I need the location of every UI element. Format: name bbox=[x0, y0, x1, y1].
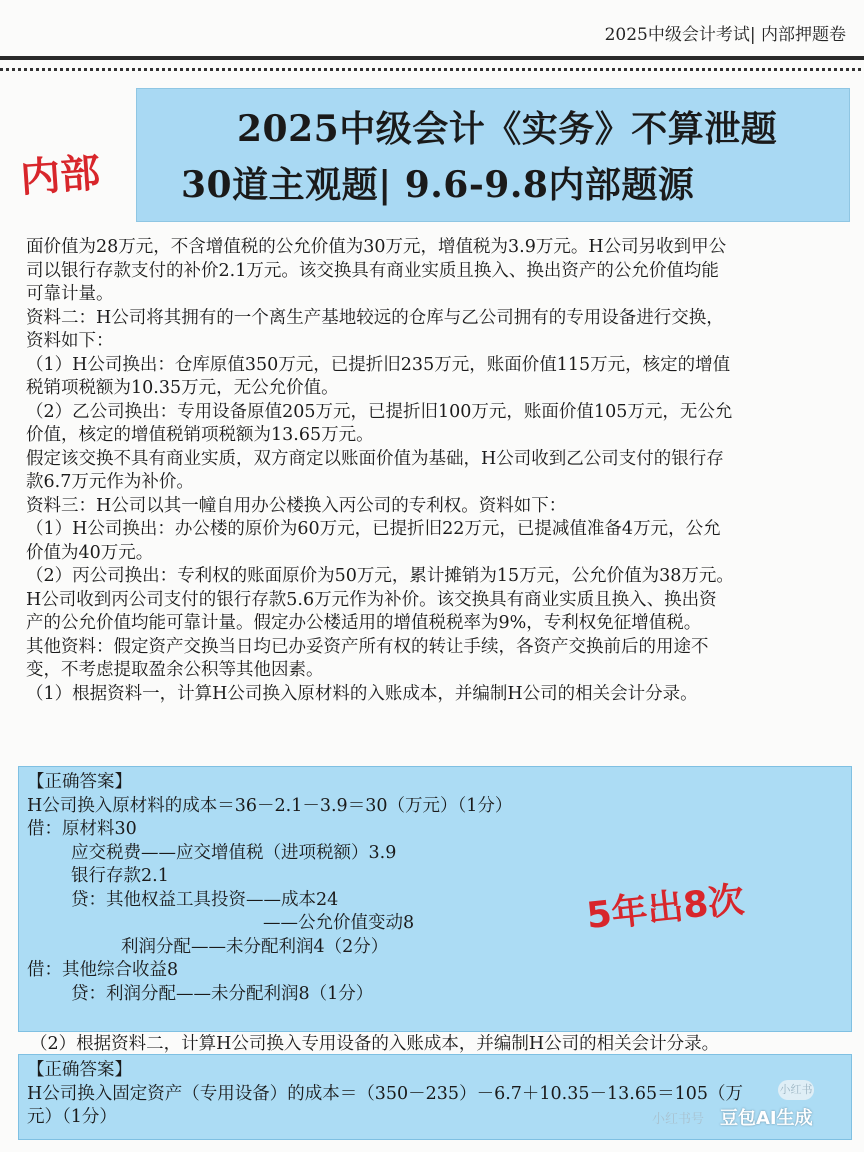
question-body bbox=[26, 236, 846, 706]
body-line: 变，不考虑提取盈余公积等其他因素。 bbox=[26, 660, 324, 680]
watermark-ai: 豆包AI生成 bbox=[720, 1108, 813, 1129]
question-2: （2）根据资料二，计算H公司换入专用设备的入账成本，并编制H公司的相关会计分录。 bbox=[30, 1034, 720, 1054]
header-dashed-rule bbox=[0, 68, 864, 71]
answer-line: 银行存款2.1 bbox=[71, 866, 169, 886]
answer-line: 利润分配——未分配利润4（2分） bbox=[121, 936, 389, 957]
answer-line: ——公允价值变动8 bbox=[263, 913, 415, 933]
answer-label: 【正确答案】 bbox=[27, 1060, 132, 1080]
body-line: 面价值为28万元，不含增值税的公允价值为30万元，增值税为3.9万元。H公司另收到甲公 bbox=[26, 237, 727, 257]
body-line: 款6.7万元作为补价。 bbox=[26, 472, 194, 492]
body-line: 产的公允价值均能可靠计量。假定办公楼适用的增值税税率为9%，专利权免征增值税。 bbox=[26, 613, 702, 633]
body-line: （2）丙公司换出：专利权的账面原价为50万元，累计摊销为15万元，公允价值为38万元。 bbox=[26, 566, 734, 586]
handwritten-stamp: 内部 bbox=[18, 150, 102, 202]
body-line: 资料如下： bbox=[26, 331, 114, 351]
body-line: 司以银行存款支付的补价2.1万元。该交换具有商业实质且换入、换出资产的公允价值均能 bbox=[26, 260, 719, 281]
body-line: 价值，核定的增值税销项税额为13.65万元。 bbox=[26, 425, 374, 445]
answer-line: H公司换入原材料的成本＝36－2.1－3.9＝30（万元）（1分） bbox=[27, 795, 513, 816]
body-line: 假定该交换不具有商业实质，双方商定以账面价值为基础，H公司收到乙公司支付的银行存 bbox=[26, 448, 724, 469]
answer-line: 贷：利润分配——未分配利润8（1分） bbox=[71, 983, 374, 1004]
body-line: （2）乙公司换出：专用设备原值205万元，已提折旧100万元，账面价值105万元，无公允 bbox=[26, 401, 733, 422]
body-line: H公司收到丙公司支付的银行存款5.6万元作为补价。该交换具有商业实质且换入、换出资 bbox=[26, 589, 717, 610]
title-banner bbox=[136, 88, 850, 222]
answer-line: 贷：其他权益工具投资——成本24 bbox=[71, 889, 339, 910]
answer-line: 借：其他综合收益8 bbox=[27, 960, 179, 980]
header-title: 2025中级会计考试| 内部押题卷 bbox=[604, 25, 846, 45]
answer-line: 应交税费——应交增值税（进项税额）3.9 bbox=[71, 842, 397, 863]
body-line: 税销项税额为10.35万元，无公允价值。 bbox=[26, 378, 339, 398]
body-line: 资料二：H公司将其拥有的一个离生产基地较远的仓库与乙公司拥有的专用设备进行交换， bbox=[26, 307, 724, 328]
body-line: （1）H公司换出：办公楼的原价为60万元，已提折旧22万元，已提减值准备4万元，公允 bbox=[26, 519, 721, 539]
title-line-2: 30道主观题| 9.6-9.8内部题源 bbox=[181, 164, 695, 206]
header-rule bbox=[0, 56, 864, 60]
body-line: 可靠计量。 bbox=[26, 284, 114, 304]
body-line: 资料三：H公司以其一幢自用办公楼换入丙公司的专利权。资料如下： bbox=[26, 495, 567, 516]
title-line-1: 2025中级会计《实务》不算泄题 bbox=[237, 108, 778, 150]
answer-label: 【正确答案】 bbox=[27, 772, 132, 792]
handwritten-note: 5年出8次 bbox=[584, 879, 747, 938]
watermark-badge: 小红书 bbox=[778, 1080, 814, 1100]
watermark-xhs: 小红书号 bbox=[652, 1112, 705, 1127]
body-line: （1）根据资料一，计算H公司换入原材料的入账成本，并编制H公司的相关会计分录。 bbox=[26, 683, 698, 704]
body-line: 其他资料：假定资产交换当日均已办妥资产所有权的转让手续，各资产交换前后的用途不 bbox=[26, 636, 709, 657]
body-line: 价值为40万元。 bbox=[26, 542, 154, 563]
answer-line: H公司换入固定资产（专用设备）的成本＝（350－235）－6.7＋10.35－13.65＝105（万 bbox=[27, 1083, 743, 1104]
body-line: （1）H公司换出：仓库原值350万元，已提折旧235万元，账面价值115万元，核定的增值 bbox=[26, 354, 731, 375]
answer-line: 借：原材料30 bbox=[27, 819, 137, 839]
answer-line: 元）（1分） bbox=[27, 1107, 117, 1127]
